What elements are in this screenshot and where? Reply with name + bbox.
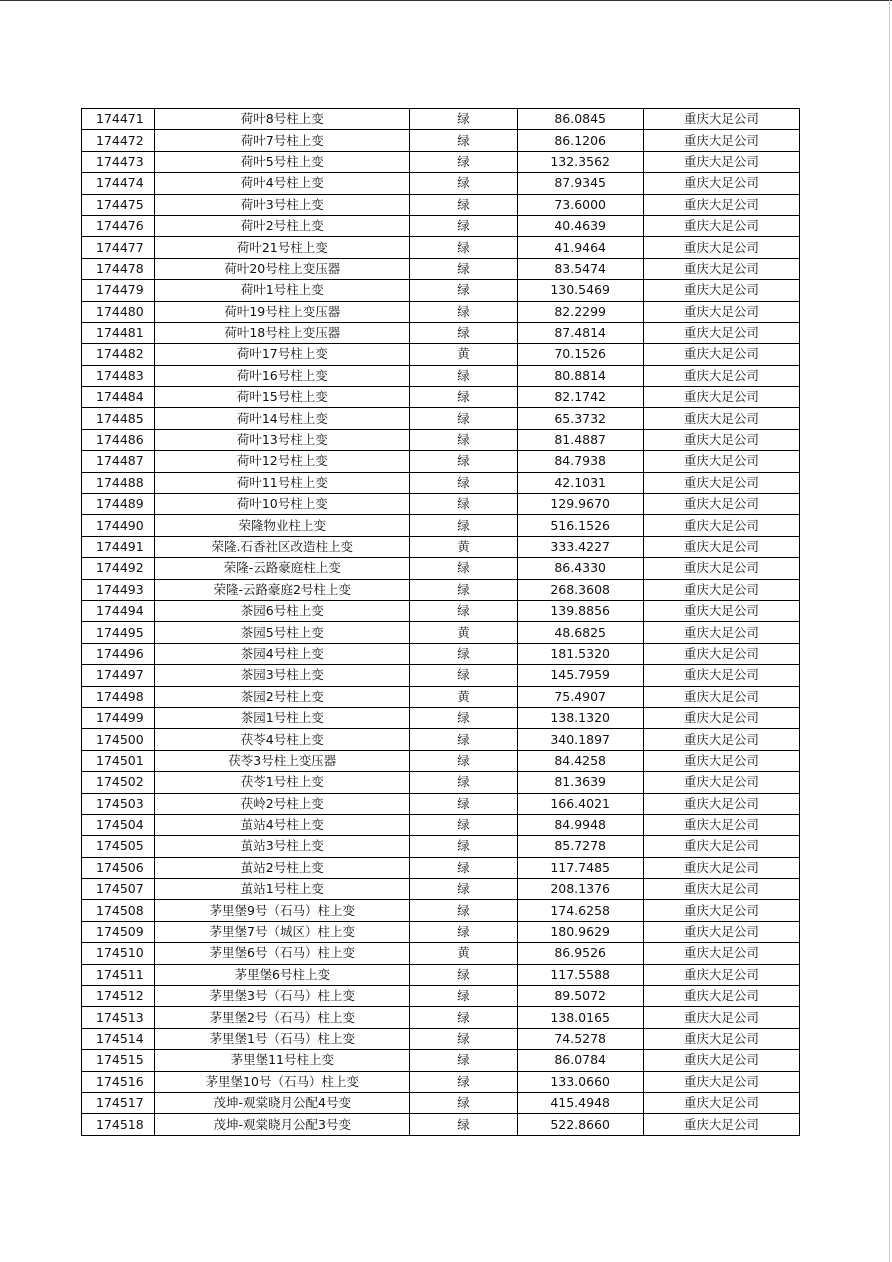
- cell-company: 重庆大足公司: [643, 344, 799, 365]
- cell-id: 174516: [82, 1071, 155, 1092]
- cell-id: 174498: [82, 686, 155, 707]
- cell-id: 174491: [82, 536, 155, 557]
- cell-status: 绿: [410, 665, 517, 686]
- cell-id: 174490: [82, 515, 155, 536]
- table-row: [82, 921, 800, 942]
- cell-status: 绿: [410, 750, 517, 771]
- table-row: [82, 986, 800, 1007]
- cell-name: 荷叶3号柱上变: [155, 194, 410, 215]
- table-row: [82, 451, 800, 472]
- cell-company: 重庆大足公司: [643, 215, 799, 236]
- cell-id: 174512: [82, 986, 155, 1007]
- cell-status: 绿: [410, 1028, 517, 1049]
- cell-name: 茧站1号柱上变: [155, 879, 410, 900]
- cell-id: 174477: [82, 237, 155, 258]
- cell-value: 132.3562: [517, 151, 643, 172]
- table-row: [82, 365, 800, 386]
- table-row: [82, 280, 800, 301]
- cell-status: 绿: [410, 194, 517, 215]
- cell-status: 绿: [410, 814, 517, 835]
- cell-status: 绿: [410, 515, 517, 536]
- table-row: [82, 215, 800, 236]
- cell-status: 绿: [410, 494, 517, 515]
- cell-name: 茅里堡11号柱上变: [155, 1050, 410, 1071]
- cell-status: 绿: [410, 921, 517, 942]
- table-row: [82, 387, 800, 408]
- cell-id: 174504: [82, 814, 155, 835]
- cell-company: 重庆大足公司: [643, 387, 799, 408]
- cell-name: 荷叶12号柱上变: [155, 451, 410, 472]
- cell-company: 重庆大足公司: [643, 1092, 799, 1113]
- cell-id: 174488: [82, 472, 155, 493]
- cell-company: 重庆大足公司: [643, 194, 799, 215]
- cell-company: 重庆大足公司: [643, 964, 799, 985]
- cell-company: 重庆大足公司: [643, 900, 799, 921]
- cell-status: 绿: [410, 280, 517, 301]
- cell-id: 174503: [82, 793, 155, 814]
- table-row: [82, 130, 800, 151]
- cell-status: 黄: [410, 686, 517, 707]
- table-body: [82, 109, 800, 1136]
- cell-value: 82.2299: [517, 301, 643, 322]
- cell-name: 荷叶13号柱上变: [155, 429, 410, 450]
- cell-id: 174479: [82, 280, 155, 301]
- table-row: [82, 729, 800, 750]
- cell-status: 绿: [410, 600, 517, 621]
- cell-id: 174492: [82, 558, 155, 579]
- cell-id: 174514: [82, 1028, 155, 1049]
- cell-id: 174471: [82, 109, 155, 130]
- cell-id: 174496: [82, 643, 155, 664]
- cell-company: 重庆大足公司: [643, 600, 799, 621]
- cell-company: 重庆大足公司: [643, 301, 799, 322]
- table-row: [82, 964, 800, 985]
- cell-company: 重庆大足公司: [643, 729, 799, 750]
- cell-value: 138.1320: [517, 707, 643, 728]
- cell-value: 333.4227: [517, 536, 643, 557]
- cell-name: 荷叶4号柱上变: [155, 173, 410, 194]
- cell-id: 174489: [82, 494, 155, 515]
- cell-name: 茅里堡7号（城区）柱上变: [155, 921, 410, 942]
- cell-company: 重庆大足公司: [643, 258, 799, 279]
- cell-id: 174494: [82, 600, 155, 621]
- cell-status: 绿: [410, 215, 517, 236]
- cell-name: 荷叶19号柱上变压器: [155, 301, 410, 322]
- cell-company: 重庆大足公司: [643, 322, 799, 343]
- cell-company: 重庆大足公司: [643, 986, 799, 1007]
- cell-id: 174511: [82, 964, 155, 985]
- cell-id: 174513: [82, 1007, 155, 1028]
- cell-value: 138.0165: [517, 1007, 643, 1028]
- table-row: [82, 344, 800, 365]
- cell-id: 174480: [82, 301, 155, 322]
- cell-status: 绿: [410, 365, 517, 386]
- cell-status: 绿: [410, 793, 517, 814]
- cell-status: 绿: [410, 986, 517, 1007]
- cell-id: 174473: [82, 151, 155, 172]
- cell-status: 绿: [410, 237, 517, 258]
- table-row: [82, 301, 800, 322]
- cell-value: 166.4021: [517, 793, 643, 814]
- cell-company: 重庆大足公司: [643, 109, 799, 130]
- cell-id: 174487: [82, 451, 155, 472]
- cell-name: 荷叶14号柱上变: [155, 408, 410, 429]
- cell-name: 荷叶16号柱上变: [155, 365, 410, 386]
- cell-name: 荷叶18号柱上变压器: [155, 322, 410, 343]
- cell-id: 174499: [82, 707, 155, 728]
- cell-company: 重庆大足公司: [643, 472, 799, 493]
- cell-name: 荣隆-云路豪庭柱上变: [155, 558, 410, 579]
- cell-name: 茯岭2号柱上变: [155, 793, 410, 814]
- cell-company: 重庆大足公司: [643, 707, 799, 728]
- cell-value: 86.1206: [517, 130, 643, 151]
- cell-value: 42.1031: [517, 472, 643, 493]
- cell-name: 荷叶10号柱上变: [155, 494, 410, 515]
- cell-name: 茧站3号柱上变: [155, 836, 410, 857]
- cell-value: 522.8660: [517, 1114, 643, 1135]
- cell-status: 绿: [410, 772, 517, 793]
- cell-status: 绿: [410, 579, 517, 600]
- table-row: [82, 622, 800, 643]
- table-row: [82, 836, 800, 857]
- cell-company: 重庆大足公司: [643, 686, 799, 707]
- cell-company: 重庆大足公司: [643, 750, 799, 771]
- cell-id: 174495: [82, 622, 155, 643]
- cell-value: 80.8814: [517, 365, 643, 386]
- cell-company: 重庆大足公司: [643, 793, 799, 814]
- cell-status: 绿: [410, 387, 517, 408]
- cell-status: 绿: [410, 836, 517, 857]
- cell-value: 86.4330: [517, 558, 643, 579]
- cell-company: 重庆大足公司: [643, 515, 799, 536]
- cell-value: 73.6000: [517, 194, 643, 215]
- cell-company: 重庆大足公司: [643, 579, 799, 600]
- table-row: [82, 879, 800, 900]
- cell-value: 87.4814: [517, 322, 643, 343]
- cell-status: 绿: [410, 857, 517, 878]
- table-row: [82, 258, 800, 279]
- cell-value: 84.7938: [517, 451, 643, 472]
- page-right-border: [889, 0, 890, 1262]
- cell-company: 重庆大足公司: [643, 536, 799, 557]
- cell-name: 荷叶7号柱上变: [155, 130, 410, 151]
- cell-value: 86.0845: [517, 109, 643, 130]
- table-row: [82, 857, 800, 878]
- table-row: [82, 686, 800, 707]
- cell-company: 重庆大足公司: [643, 173, 799, 194]
- cell-company: 重庆大足公司: [643, 1071, 799, 1092]
- cell-name: 茅里堡6号柱上变: [155, 964, 410, 985]
- cell-name: 茅里堡2号（石马）柱上变: [155, 1007, 410, 1028]
- cell-value: 208.1376: [517, 879, 643, 900]
- cell-company: 重庆大足公司: [643, 622, 799, 643]
- cell-name: 茂坤-观棠晓月公配4号变: [155, 1092, 410, 1113]
- cell-company: 重庆大足公司: [643, 943, 799, 964]
- cell-status: 绿: [410, 1071, 517, 1092]
- cell-name: 茶园5号柱上变: [155, 622, 410, 643]
- cell-id: 174505: [82, 836, 155, 857]
- cell-id: 174502: [82, 772, 155, 793]
- table-row: [82, 750, 800, 771]
- table-row: [82, 1114, 800, 1135]
- cell-company: 重庆大足公司: [643, 451, 799, 472]
- cell-value: 81.3639: [517, 772, 643, 793]
- cell-value: 81.4887: [517, 429, 643, 450]
- cell-id: 174497: [82, 665, 155, 686]
- cell-status: 绿: [410, 451, 517, 472]
- cell-value: 84.4258: [517, 750, 643, 771]
- cell-status: 黄: [410, 536, 517, 557]
- cell-company: 重庆大足公司: [643, 237, 799, 258]
- cell-company: 重庆大足公司: [643, 665, 799, 686]
- cell-name: 茶园2号柱上变: [155, 686, 410, 707]
- cell-id: 174482: [82, 344, 155, 365]
- table-row: [82, 579, 800, 600]
- cell-value: 415.4948: [517, 1092, 643, 1113]
- cell-company: 重庆大足公司: [643, 1050, 799, 1071]
- cell-name: 荣隆.石香社区改造柱上变: [155, 536, 410, 557]
- cell-value: 87.9345: [517, 173, 643, 194]
- cell-status: 黄: [410, 344, 517, 365]
- cell-name: 荷叶17号柱上变: [155, 344, 410, 365]
- cell-value: 74.5278: [517, 1028, 643, 1049]
- table-row: [82, 494, 800, 515]
- table-row: [82, 793, 800, 814]
- cell-name: 茅里堡10号（石马）柱上变: [155, 1071, 410, 1092]
- cell-company: 重庆大足公司: [643, 879, 799, 900]
- cell-value: 89.5072: [517, 986, 643, 1007]
- cell-name: 荷叶5号柱上变: [155, 151, 410, 172]
- cell-id: 174476: [82, 215, 155, 236]
- table-row: [82, 1092, 800, 1113]
- cell-value: 133.0660: [517, 1071, 643, 1092]
- cell-id: 174478: [82, 258, 155, 279]
- cell-id: 174472: [82, 130, 155, 151]
- cell-status: 绿: [410, 964, 517, 985]
- cell-name: 茶园3号柱上变: [155, 665, 410, 686]
- cell-value: 268.3608: [517, 579, 643, 600]
- cell-name: 茅里堡9号（石马）柱上变: [155, 900, 410, 921]
- cell-id: 174501: [82, 750, 155, 771]
- table-row: [82, 643, 800, 664]
- table-row: [82, 515, 800, 536]
- table-row: [82, 665, 800, 686]
- cell-id: 174474: [82, 173, 155, 194]
- cell-id: 174518: [82, 1114, 155, 1135]
- table-row: [82, 814, 800, 835]
- cell-value: 83.5474: [517, 258, 643, 279]
- table-row: [82, 600, 800, 621]
- cell-name: 茶园4号柱上变: [155, 643, 410, 664]
- cell-company: 重庆大足公司: [643, 429, 799, 450]
- cell-status: 黄: [410, 943, 517, 964]
- cell-status: 绿: [410, 301, 517, 322]
- cell-id: 174509: [82, 921, 155, 942]
- cell-value: 86.9526: [517, 943, 643, 964]
- cell-status: 绿: [410, 707, 517, 728]
- cell-company: 重庆大足公司: [643, 494, 799, 515]
- cell-company: 重庆大足公司: [643, 151, 799, 172]
- cell-value: 65.3732: [517, 408, 643, 429]
- cell-status: 绿: [410, 173, 517, 194]
- cell-value: 139.8856: [517, 600, 643, 621]
- cell-value: 129.9670: [517, 494, 643, 515]
- cell-id: 174510: [82, 943, 155, 964]
- table-row: [82, 429, 800, 450]
- cell-status: 绿: [410, 643, 517, 664]
- cell-status: 绿: [410, 1050, 517, 1071]
- table-row: [82, 472, 800, 493]
- table-row: [82, 707, 800, 728]
- cell-status: 绿: [410, 900, 517, 921]
- cell-name: 荷叶8号柱上变: [155, 109, 410, 130]
- cell-name: 荷叶21号柱上变: [155, 237, 410, 258]
- cell-status: 绿: [410, 1007, 517, 1028]
- cell-status: 绿: [410, 429, 517, 450]
- cell-value: 85.7278: [517, 836, 643, 857]
- table-row: [82, 900, 800, 921]
- cell-name: 茅里堡3号（石马）柱上变: [155, 986, 410, 1007]
- cell-company: 重庆大足公司: [643, 280, 799, 301]
- table-row: [82, 558, 800, 579]
- cell-name: 荣隆-云路豪庭2号柱上变: [155, 579, 410, 600]
- cell-name: 茶园1号柱上变: [155, 707, 410, 728]
- cell-status: 绿: [410, 558, 517, 579]
- cell-status: 绿: [410, 258, 517, 279]
- cell-value: 516.1526: [517, 515, 643, 536]
- cell-company: 重庆大足公司: [643, 365, 799, 386]
- cell-company: 重庆大足公司: [643, 558, 799, 579]
- cell-name: 茧站4号柱上变: [155, 814, 410, 835]
- table-row: [82, 1050, 800, 1071]
- cell-name: 茶园6号柱上变: [155, 600, 410, 621]
- cell-value: 174.6258: [517, 900, 643, 921]
- table-row: [82, 536, 800, 557]
- cell-status: 绿: [410, 1114, 517, 1135]
- cell-name: 茅里堡6号（石马）柱上变: [155, 943, 410, 964]
- cell-name: 荷叶11号柱上变: [155, 472, 410, 493]
- cell-company: 重庆大足公司: [643, 836, 799, 857]
- cell-id: 174515: [82, 1050, 155, 1071]
- cell-id: 174484: [82, 387, 155, 408]
- table-row: [82, 109, 800, 130]
- cell-id: 174481: [82, 322, 155, 343]
- cell-company: 重庆大足公司: [643, 921, 799, 942]
- cell-value: 145.7959: [517, 665, 643, 686]
- cell-company: 重庆大足公司: [643, 1028, 799, 1049]
- table-row: [82, 173, 800, 194]
- table-row: [82, 408, 800, 429]
- table-row: [82, 772, 800, 793]
- cell-id: 174517: [82, 1092, 155, 1113]
- cell-name: 茂坤-观棠晓月公配3号变: [155, 1114, 410, 1135]
- cell-name: 茧站2号柱上变: [155, 857, 410, 878]
- cell-status: 绿: [410, 151, 517, 172]
- table-row: [82, 943, 800, 964]
- cell-name: 荣隆物业柱上变: [155, 515, 410, 536]
- cell-id: 174486: [82, 429, 155, 450]
- cell-id: 174500: [82, 729, 155, 750]
- cell-status: 绿: [410, 879, 517, 900]
- cell-value: 82.1742: [517, 387, 643, 408]
- cell-status: 绿: [410, 130, 517, 151]
- cell-value: 181.5320: [517, 643, 643, 664]
- cell-name: 荷叶1号柱上变: [155, 280, 410, 301]
- cell-value: 84.9948: [517, 814, 643, 835]
- cell-id: 174507: [82, 879, 155, 900]
- table-row: [82, 1007, 800, 1028]
- cell-value: 48.6825: [517, 622, 643, 643]
- cell-status: 黄: [410, 622, 517, 643]
- cell-name: 茯苓4号柱上变: [155, 729, 410, 750]
- table-row: [82, 237, 800, 258]
- cell-status: 绿: [410, 472, 517, 493]
- cell-company: 重庆大足公司: [643, 772, 799, 793]
- cell-value: 86.0784: [517, 1050, 643, 1071]
- cell-status: 绿: [410, 322, 517, 343]
- cell-value: 75.4907: [517, 686, 643, 707]
- cell-name: 荷叶2号柱上变: [155, 215, 410, 236]
- cell-value: 117.7485: [517, 857, 643, 878]
- table-row: [82, 194, 800, 215]
- cell-company: 重庆大足公司: [643, 408, 799, 429]
- cell-id: 174508: [82, 900, 155, 921]
- cell-id: 174493: [82, 579, 155, 600]
- cell-id: 174475: [82, 194, 155, 215]
- cell-company: 重庆大足公司: [643, 1007, 799, 1028]
- cell-status: 绿: [410, 729, 517, 750]
- cell-name: 荷叶15号柱上变: [155, 387, 410, 408]
- cell-value: 130.5469: [517, 280, 643, 301]
- cell-name: 茯苓1号柱上变: [155, 772, 410, 793]
- cell-id: 174506: [82, 857, 155, 878]
- cell-status: 绿: [410, 408, 517, 429]
- cell-id: 174483: [82, 365, 155, 386]
- cell-value: 40.4639: [517, 215, 643, 236]
- cell-value: 70.1526: [517, 344, 643, 365]
- transformer-table: [81, 108, 800, 1136]
- cell-company: 重庆大足公司: [643, 814, 799, 835]
- cell-status: 绿: [410, 109, 517, 130]
- cell-company: 重庆大足公司: [643, 130, 799, 151]
- cell-company: 重庆大足公司: [643, 1114, 799, 1135]
- table-row: [82, 322, 800, 343]
- cell-id: 174485: [82, 408, 155, 429]
- cell-name: 茅里堡1号（石马）柱上变: [155, 1028, 410, 1049]
- cell-value: 41.9464: [517, 237, 643, 258]
- cell-value: 180.9629: [517, 921, 643, 942]
- cell-value: 117.5588: [517, 964, 643, 985]
- table-row: [82, 1071, 800, 1092]
- cell-status: 绿: [410, 1092, 517, 1113]
- cell-value: 340.1897: [517, 729, 643, 750]
- table-row: [82, 151, 800, 172]
- table-row: [82, 1028, 800, 1049]
- page-top-border: [0, 0, 892, 1]
- cell-name: 茯苓3号柱上变压器: [155, 750, 410, 771]
- cell-company: 重庆大足公司: [643, 857, 799, 878]
- cell-name: 荷叶20号柱上变压器: [155, 258, 410, 279]
- cell-company: 重庆大足公司: [643, 643, 799, 664]
